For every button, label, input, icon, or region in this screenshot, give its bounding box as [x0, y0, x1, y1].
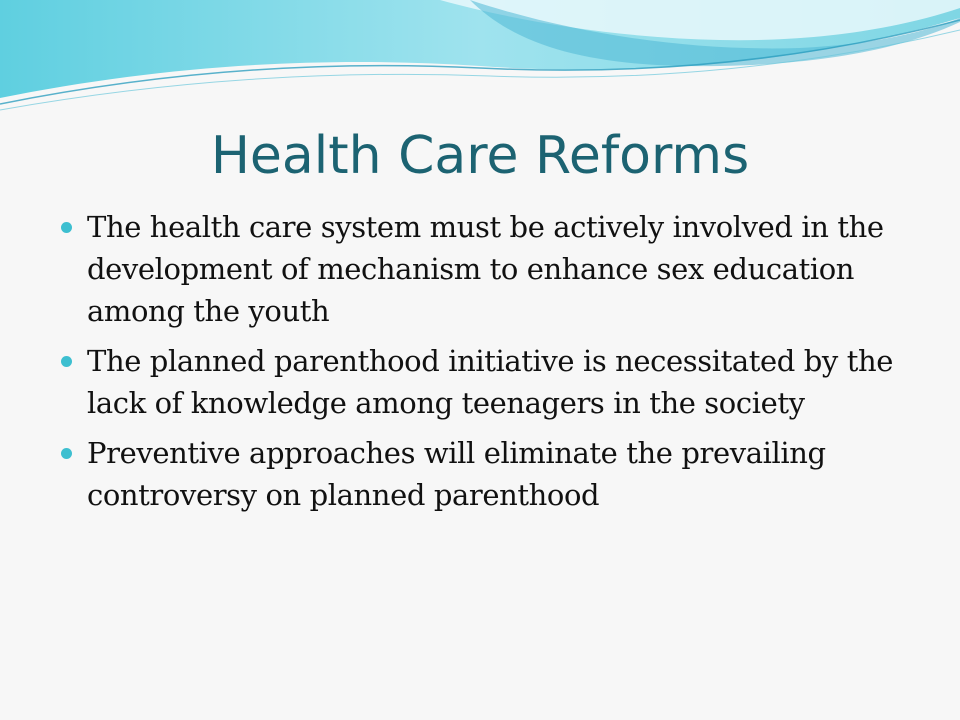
bullet-item: [60, 206, 900, 332]
bullet-text: The planned parenthood initiative is necessitated by the lack of knowledge among teenagers in the society: [87, 344, 894, 420]
bullet-dot-icon: [61, 356, 72, 367]
bullet-list: [60, 206, 900, 524]
slide-title: Health Care Reforms: [210, 126, 750, 186]
bullet-text: The health care system must be actively involved in the development of mechanism to enhance sex education among the youth: [87, 210, 884, 328]
bullet-dot-icon: [61, 448, 72, 459]
bullet-item: [60, 340, 900, 424]
bullet-item: [60, 432, 900, 516]
bullet-text: Preventive approaches will eliminate the prevailing controversy on planned parenthood: [87, 436, 826, 512]
bullet-dot-icon: [61, 222, 72, 233]
decorative-wave-header: [0, 0, 960, 120]
